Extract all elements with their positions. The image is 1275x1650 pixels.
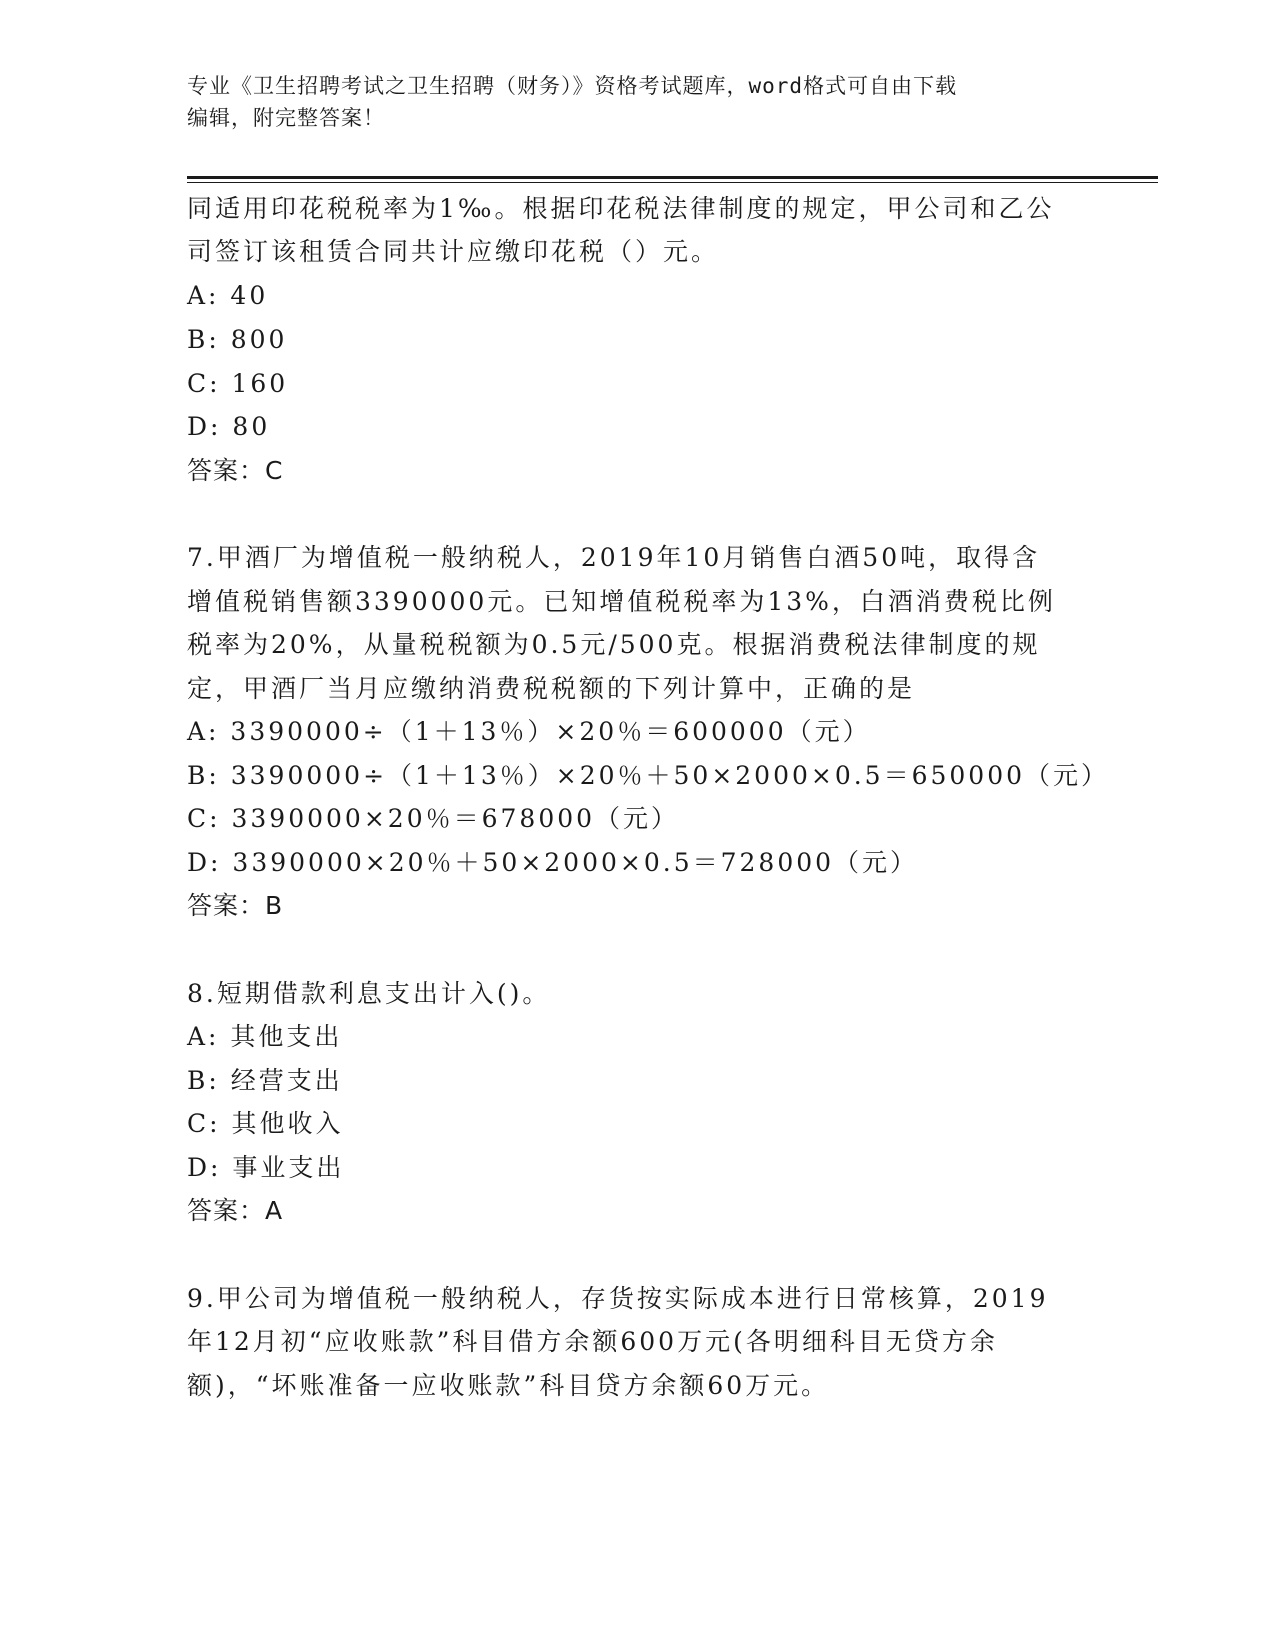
q8-option-b: B: 经营支出: [187, 1066, 343, 1095]
q7-answer: 答案：B: [187, 891, 284, 920]
q8-text-line-1: 8.短期借款利息支出计入()。: [187, 979, 551, 1008]
q7-text-line-4: 定，甲酒厂当月应缴纳消费税税额的下列计算中，正确的是: [187, 674, 916, 703]
q7-text-line-1: 7.甲酒厂为增值税一般纳税人，2019年10月销售白酒50吨，取得含: [187, 543, 1041, 572]
q6-text-line-1: 同适用印花税税率为1‰。根据印花税法律制度的规定，甲公司和乙公: [187, 194, 1055, 223]
document-header: [187, 70, 1067, 134]
q7-option-d: D: 3390000×20％＋50×2000×0.5＝728000（元）: [187, 848, 919, 877]
q9-text-line-2: 年12月初“应收账款”科目借方余额600万元(各明细科目无贷方余: [187, 1327, 998, 1356]
q7-option-b: B: 3390000÷（1＋13％）×20％＋50×2000×0.5＝650000（元）: [187, 761, 1110, 790]
q6-text-line-2: 司签订该租赁合同共计应缴印花税（）元。: [187, 237, 720, 266]
header-divider-thick: [187, 176, 1158, 179]
q7-option-a: A: 3390000÷（1＋13％）×20％＝600000（元）: [187, 717, 871, 746]
q6-option-c: C: 160: [187, 369, 289, 398]
q9-text-line-1: 9.甲公司为增值税一般纳税人，存货按实际成本进行日常核算，2019: [187, 1284, 1049, 1313]
q8-option-a: A: 其他支出: [187, 1022, 343, 1051]
q9-text-line-3: 额)，“坏账准备一应收账款”科目贷方余额60万元。: [187, 1371, 830, 1400]
q6-option-a: A: 40: [187, 281, 269, 310]
q7-text-line-2: 增值税销售额3390000元。已知增值税税率为13%，白酒消费税比例: [187, 587, 1056, 616]
header-line-1: 专业《卫生招聘考试之卫生招聘（财务）》资格考试题库，word格式可自由下载: [187, 74, 958, 98]
q8-answer: 答案：A: [187, 1196, 284, 1225]
q7-option-c: C: 3390000×20％＝678000（元）: [187, 804, 680, 833]
q7-text-line-3: 税率为20%，从量税税额为0.5元/500克。根据消费税法律制度的规: [187, 630, 1041, 659]
q8-option-c: C: 其他收入: [187, 1109, 344, 1138]
q8-option-d: D: 事业支出: [187, 1153, 345, 1182]
q6-option-b: B: 800: [187, 325, 288, 354]
header-divider-thin: [187, 182, 1158, 183]
q6-option-d: D: 80: [187, 412, 271, 441]
q6-answer: 答案：C: [187, 456, 284, 485]
header-line-2: 编辑，附完整答案！: [187, 106, 385, 130]
